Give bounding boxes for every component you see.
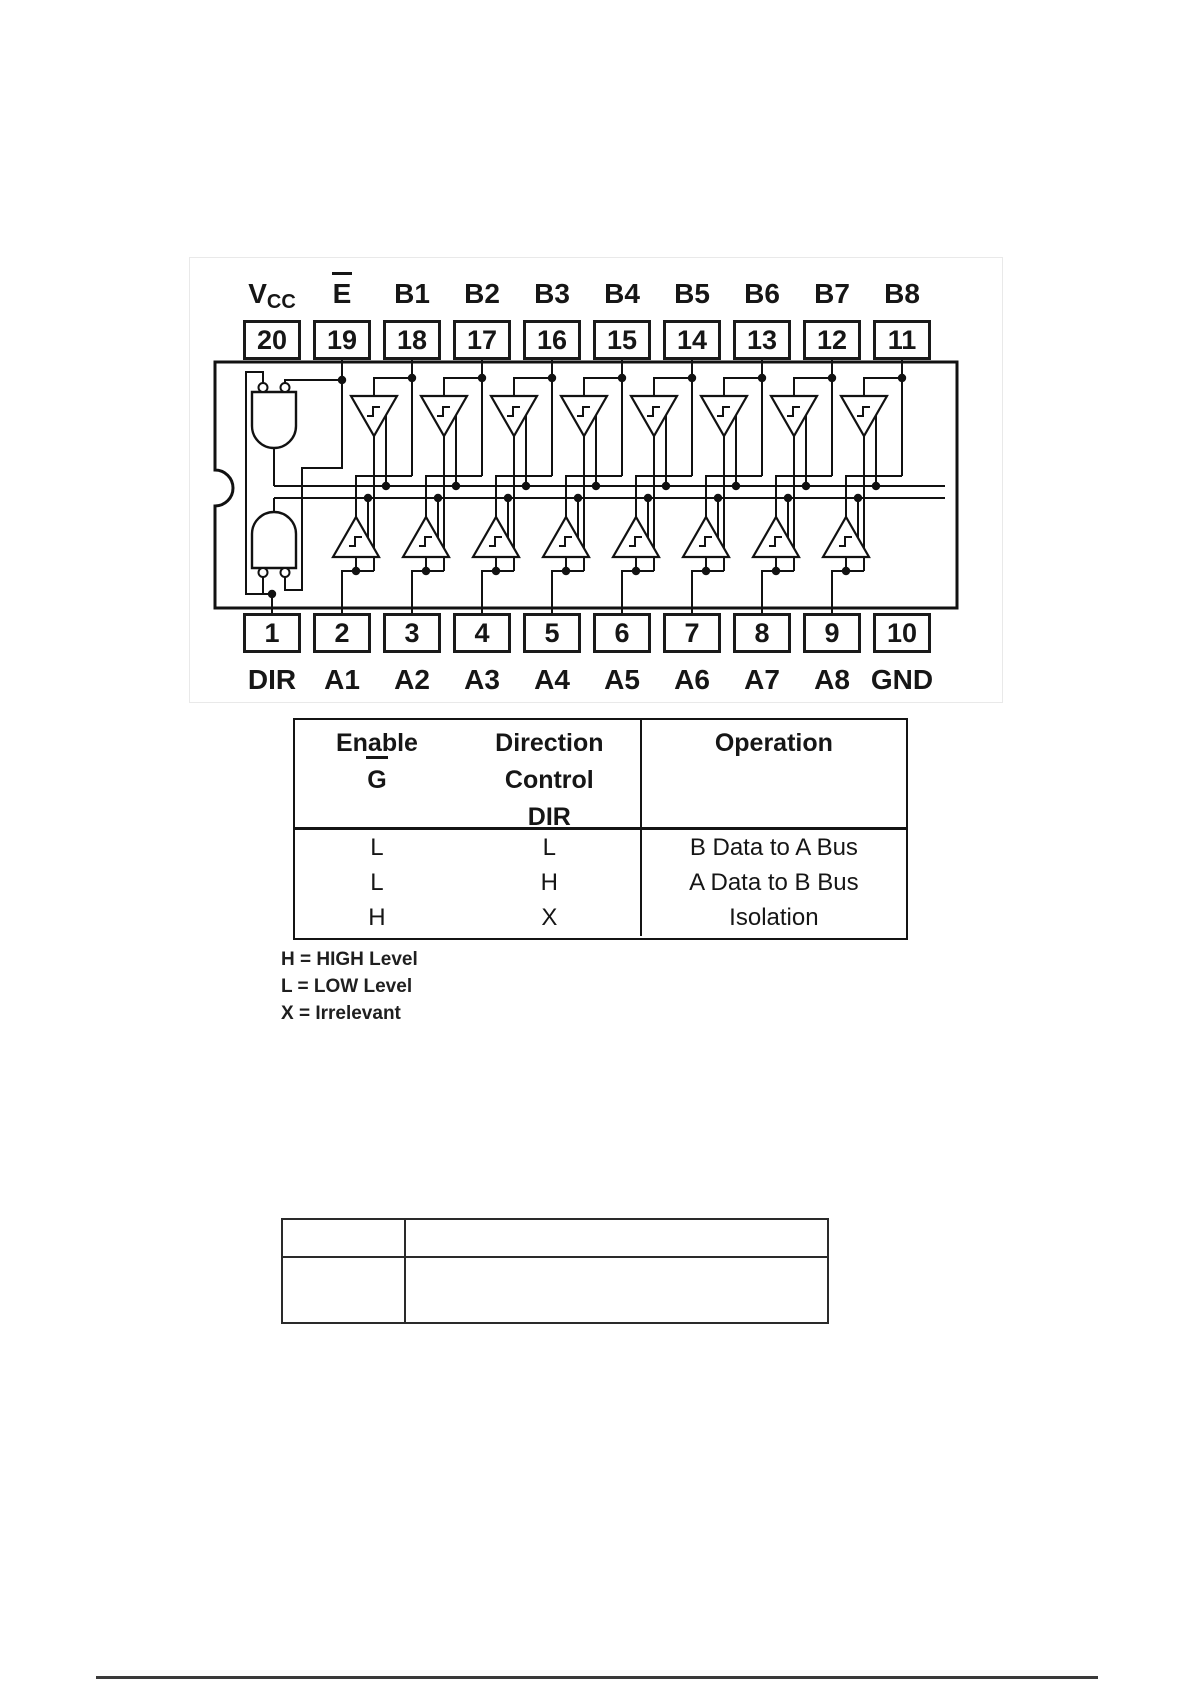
row1-enable: L bbox=[370, 868, 384, 896]
row1-dir: H bbox=[540, 868, 558, 896]
pin-label-dir: DIR bbox=[247, 664, 297, 695]
pin-19: 19 bbox=[313, 320, 371, 360]
pin-label-enable: E bbox=[332, 278, 352, 309]
bottom-pin-numbers bbox=[237, 613, 937, 653]
header-dir-text: DIR bbox=[527, 803, 571, 831]
pin-label-a6: A6 bbox=[674, 664, 710, 695]
pin-label-vcc: VCC bbox=[248, 278, 296, 313]
pin-11: 11 bbox=[873, 320, 931, 360]
pin-15: 15 bbox=[593, 320, 651, 360]
table-row bbox=[295, 865, 906, 900]
pin-12: 12 bbox=[803, 320, 861, 360]
row2-dir: X bbox=[541, 904, 558, 932]
pin-label-gnd: GND bbox=[870, 664, 934, 695]
pin-2: 2 bbox=[313, 613, 371, 653]
header-operation-text: Operation bbox=[714, 729, 833, 757]
pin-7: 7 bbox=[663, 613, 721, 653]
pin-4: 4 bbox=[453, 613, 511, 653]
note-irrelevant: X = Irrelevant bbox=[281, 1003, 401, 1024]
header-operation bbox=[640, 720, 906, 827]
pin-17: 17 bbox=[453, 320, 511, 360]
pin-label-b6: B6 bbox=[744, 278, 780, 309]
header-direction-text: Direction bbox=[495, 729, 604, 757]
pin-16: 16 bbox=[523, 320, 581, 360]
pin-label-a2: A2 bbox=[394, 664, 430, 695]
row0-enable: L bbox=[370, 833, 384, 861]
pin-18: 18 bbox=[383, 320, 441, 360]
pin-label-b5: B5 bbox=[674, 278, 710, 309]
table-row bbox=[295, 830, 906, 865]
header-enable-text: Enable bbox=[335, 729, 418, 757]
pin-label-b7: B7 bbox=[814, 278, 850, 309]
pin-label-b1: B1 bbox=[394, 278, 430, 309]
table-row bbox=[295, 901, 906, 936]
logic-diagram bbox=[190, 258, 1002, 702]
pin-5: 5 bbox=[523, 613, 581, 653]
pin-20: 20 bbox=[243, 320, 301, 360]
pin-label-a7: A7 bbox=[744, 664, 780, 695]
function-table-header bbox=[295, 720, 906, 830]
pin-label-b2: B2 bbox=[464, 278, 500, 309]
pin-label-b3: B3 bbox=[534, 278, 570, 309]
pin-label-b8: B8 bbox=[884, 278, 920, 309]
note-high: H = HIGH Level bbox=[281, 949, 418, 970]
pin-14: 14 bbox=[663, 320, 721, 360]
row0-dir: L bbox=[542, 833, 556, 861]
empty-table-cell bbox=[406, 1220, 827, 1258]
header-enable-gbar: G bbox=[367, 762, 386, 799]
function-table bbox=[293, 718, 908, 940]
top-pin-numbers bbox=[237, 320, 937, 360]
row2-operation: Isolation bbox=[640, 901, 906, 936]
top-pin-labels bbox=[237, 270, 937, 313]
pin-9: 9 bbox=[803, 613, 861, 653]
header-direction-control bbox=[459, 720, 640, 831]
pin-label-a1: A1 bbox=[324, 664, 360, 695]
empty-table-cell bbox=[406, 1258, 827, 1322]
pin-label-a4: A4 bbox=[534, 664, 570, 695]
pin-label-a5: A5 bbox=[604, 664, 640, 695]
pin-8: 8 bbox=[733, 613, 791, 653]
note-low: L = LOW Level bbox=[281, 976, 413, 997]
empty-table-cell bbox=[283, 1258, 406, 1322]
pin-10: 10 bbox=[873, 613, 931, 653]
row0-operation: B Data to A Bus bbox=[640, 830, 906, 865]
empty-table bbox=[281, 1218, 829, 1324]
bottom-pin-labels bbox=[237, 664, 937, 698]
page-footer-rule bbox=[96, 1676, 1098, 1679]
pin-6: 6 bbox=[593, 613, 651, 653]
row2-enable: H bbox=[368, 904, 386, 932]
pin-13: 13 bbox=[733, 320, 791, 360]
pin-label-a3: A3 bbox=[464, 664, 500, 695]
header-control-text: Control bbox=[504, 766, 594, 794]
empty-table-cell bbox=[283, 1220, 406, 1258]
function-table-body bbox=[295, 830, 906, 936]
pin-1: 1 bbox=[243, 613, 301, 653]
header-enable bbox=[295, 720, 459, 827]
pin-label-a8: A8 bbox=[814, 664, 850, 695]
row1-operation: A Data to B Bus bbox=[640, 865, 906, 900]
pin-3: 3 bbox=[383, 613, 441, 653]
legend-notes bbox=[281, 946, 418, 1027]
pin-label-b4: B4 bbox=[604, 278, 640, 309]
